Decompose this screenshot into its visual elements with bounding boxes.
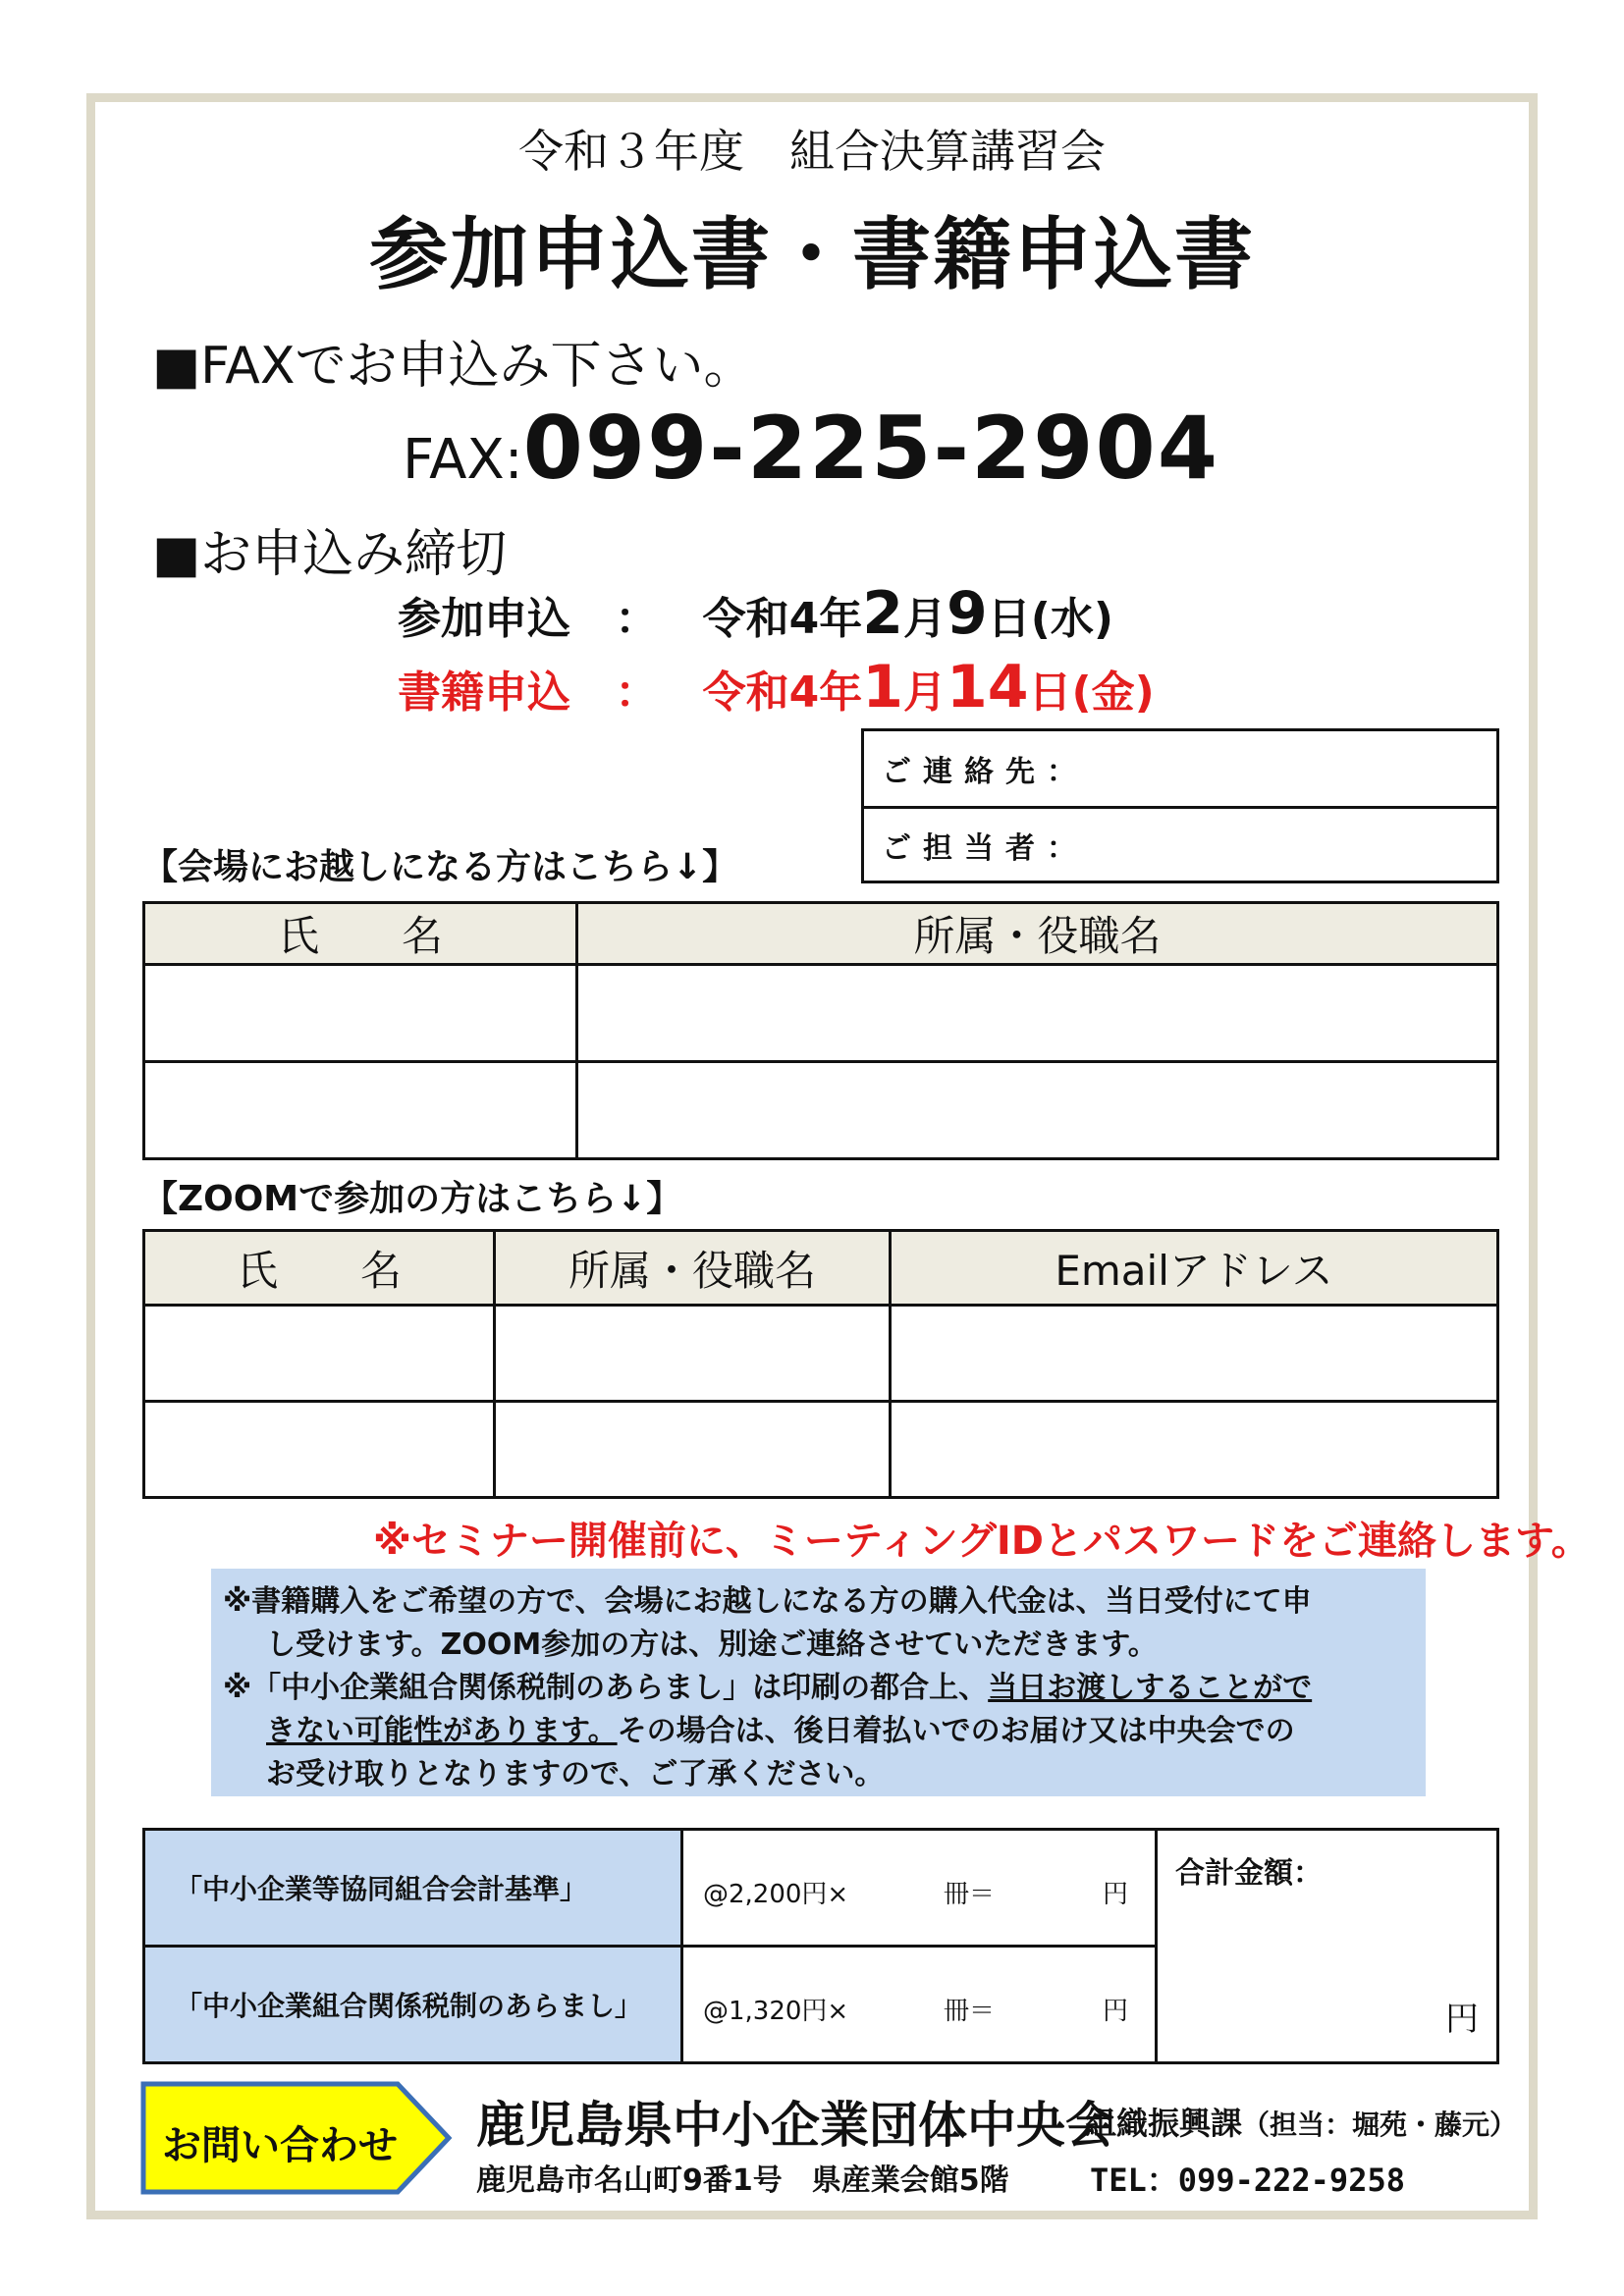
deadline-weekday: (金) (1071, 667, 1155, 718)
book-yen: 円 (1103, 1997, 1129, 2026)
deadline-sep: ： (615, 667, 659, 718)
venue-table (142, 901, 1499, 1160)
note-text: ※「中小企業組合関係税制のあらまし」は印刷の都合上、 (223, 1671, 989, 1705)
column-header-affiliation: 所属・役職名 (577, 903, 1498, 965)
email-cell[interactable] (891, 1402, 1498, 1498)
table-row (144, 1062, 1498, 1159)
deadline-weekday: (水) (1030, 594, 1113, 644)
book-calc[interactable] (682, 1947, 1157, 2063)
fax-label: FAX: (403, 428, 523, 492)
deadline-heading: ■お申込み締切 (152, 525, 508, 584)
fax-heading: ■FAXでお申込み下さい。 (152, 337, 755, 396)
book-order-table (142, 1828, 1499, 2064)
affiliation-cell[interactable] (577, 1062, 1498, 1159)
column-header-affiliation: 所属・役職名 (495, 1231, 891, 1306)
note-line (223, 1710, 1426, 1753)
column-header-name: 氏 名 (144, 1231, 495, 1306)
department (1085, 2099, 1517, 2144)
total-yen: 円 (1445, 2000, 1479, 2039)
contact-person-label: ご担当者： (882, 830, 1088, 866)
email-cell[interactable] (891, 1306, 1498, 1402)
deadline-participation (398, 579, 1113, 648)
note-text: その場合は、後日着払いでのお届け又は中央会での (617, 1714, 1295, 1748)
book-price: @2,200円× (703, 1880, 849, 1909)
table-row (144, 1306, 1498, 1402)
notes-box (211, 1569, 1426, 1796)
department-name: 組織振興課 (1085, 2105, 1243, 2142)
venue-heading: 【会場にお越しになる方はこちら↓】 (142, 847, 738, 887)
deadline-month: 2 (862, 579, 904, 648)
column-header-email: Emailアドレス (891, 1231, 1498, 1306)
affiliation-cell[interactable] (577, 965, 1498, 1062)
affiliation-cell[interactable] (495, 1306, 891, 1402)
contact-person: （担当：堀苑・藤元） (1242, 2109, 1518, 2141)
organization-name: 鹿児島県中小企業団体中央会 (476, 2097, 1114, 2154)
subtitle: 令和３年度 組合決算講習会 (518, 125, 1106, 178)
table-row (144, 1402, 1498, 1498)
deadline-label: 参加申込 (398, 594, 570, 644)
table-header-row (144, 1231, 1498, 1306)
zoom-table (142, 1229, 1499, 1499)
deadline-era: 令和4年 (702, 667, 863, 718)
column-header-name: 氏 名 (144, 903, 577, 965)
name-cell[interactable] (144, 1062, 577, 1159)
deadline-books (398, 653, 1155, 721)
telephone: TEL：099-222-9258 (1090, 2162, 1405, 2199)
deadline-era: 令和4年 (702, 594, 863, 644)
book-yen: 円 (1103, 1880, 1129, 1909)
name-cell[interactable] (144, 965, 577, 1062)
note-underlined: 当日お渡しすることがで (988, 1671, 1313, 1705)
deadline-month: 1 (862, 653, 904, 721)
deadline-day: 9 (947, 579, 988, 648)
table-row (144, 965, 1498, 1062)
total-cell[interactable] (1157, 1830, 1498, 2063)
contact-box (861, 728, 1499, 883)
page-title: 参加申込書・書籍申込書 (369, 209, 1255, 300)
deadline-day: 14 (947, 653, 1029, 721)
address: 鹿児島市名山町9番1号 県産業会館5階 (476, 2163, 1009, 2198)
deadline-month-unit: 月 (903, 667, 947, 718)
zoom-heading: 【ZOOMで参加の方はこちら↓】 (142, 1179, 682, 1219)
note-line (223, 1667, 1426, 1710)
note-line: ※書籍購入をご希望の方で、会場にお越しになる方の購入代金は、当日受付にて申 (223, 1584, 1312, 1619)
book-price: @1,320円× (703, 1997, 849, 2026)
book-row (144, 1830, 1498, 1947)
name-cell[interactable] (144, 1306, 495, 1402)
inquiry-arrow (140, 2081, 453, 2199)
book-name: 「中小企業組合関係税制のあらまし」 (144, 1947, 682, 2063)
book-qty-unit: 冊＝ (944, 1880, 996, 1909)
book-qty-unit: 冊＝ (944, 1997, 996, 2026)
contact-address-label: ご連絡先： (882, 755, 1088, 789)
name-cell[interactable] (144, 1402, 495, 1498)
deadline-month-unit: 月 (903, 594, 947, 644)
note-line: し受けます。ZOOM参加の方は、別途ご連絡させていただきます。 (266, 1628, 1158, 1662)
deadline-day-unit: 日 (987, 594, 1031, 644)
inquiry-label: お問い合わせ (162, 2123, 398, 2168)
book-calc[interactable] (682, 1830, 1157, 1947)
contact-person-field[interactable] (864, 806, 1496, 881)
fax-number: 099-225-2904 (522, 398, 1219, 499)
affiliation-cell[interactable] (495, 1402, 891, 1498)
deadline-sep: ： (615, 594, 659, 644)
zoom-notice: ※セミナー開催前に、ミーティングIDとパスワードをご連絡します。 (373, 1519, 1591, 1564)
note-line: お受け取りとなりますので、ご了承ください。 (266, 1757, 885, 1791)
note-underlined: きない可能性があります。 (266, 1714, 618, 1748)
table-header-row (144, 903, 1498, 965)
fax-line (403, 398, 1219, 499)
contact-address-field[interactable] (864, 731, 1496, 806)
deadline-day-unit: 日 (1028, 667, 1072, 718)
total-label: 合計金額： (1175, 1856, 1323, 1891)
book-name: 「中小企業等協同組合会計基準」 (144, 1830, 682, 1947)
deadline-label: 書籍申込 (398, 667, 570, 718)
